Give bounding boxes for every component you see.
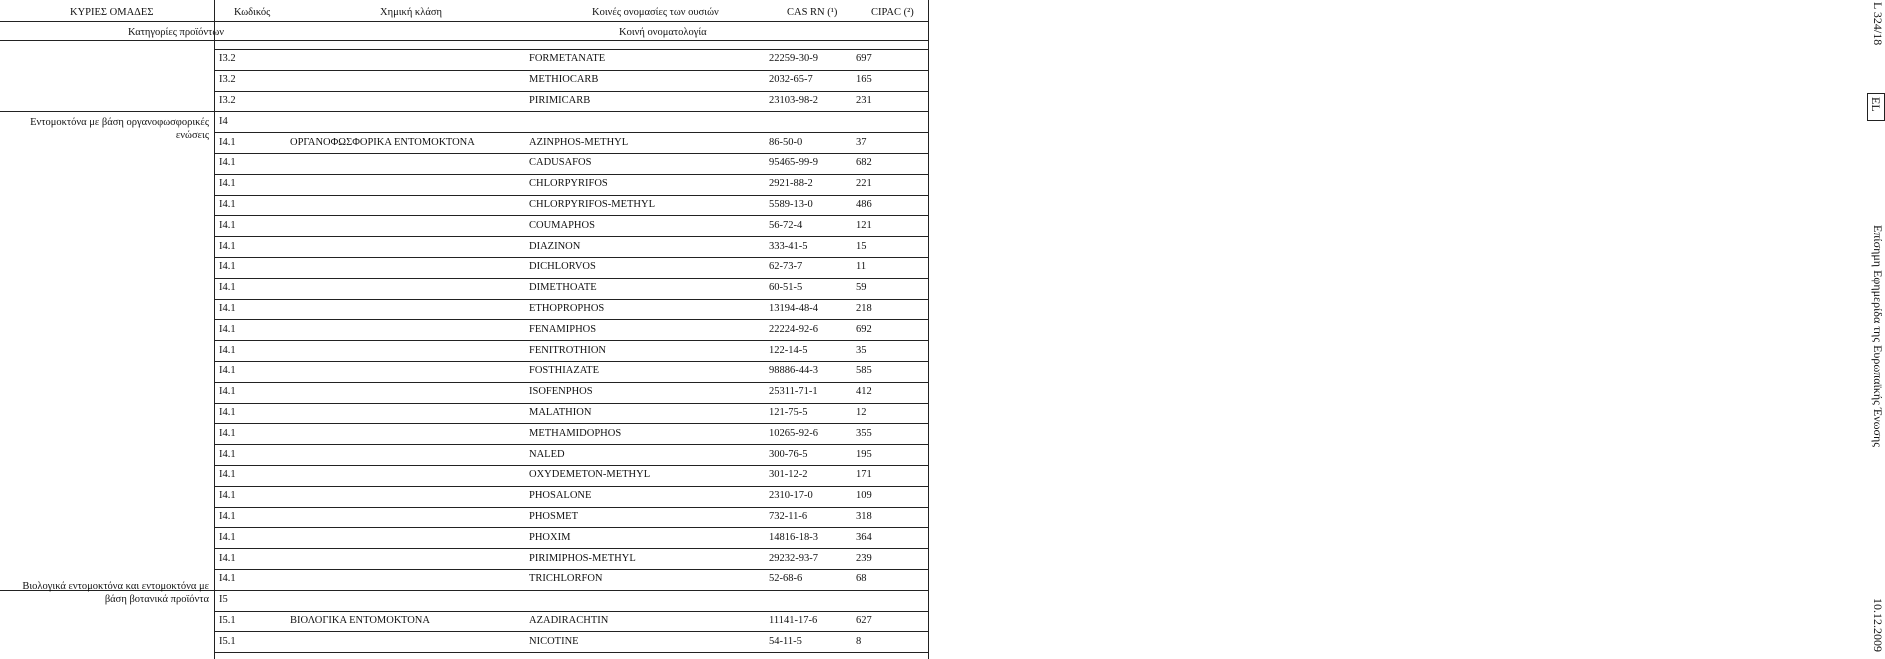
code-cell: I4.1 bbox=[219, 448, 236, 460]
cas-cell: 22259-30-9 bbox=[769, 53, 818, 65]
common-name-cell: ETHOPROPHOS bbox=[529, 303, 605, 314]
horizontal-rule bbox=[214, 382, 928, 383]
horizontal-rule bbox=[214, 91, 928, 92]
horizontal-rule bbox=[214, 611, 928, 612]
cas-cell: 2921-88-2 bbox=[769, 178, 813, 190]
cipac-cell: 165 bbox=[856, 74, 872, 86]
horizontal-rule bbox=[214, 319, 928, 320]
chemical-class-cell: ΟΡΓΑΝΟΦΩΣΦΟΡΙΚΑ ΕΝΤΟΜΟΚΤΟΝΑ bbox=[290, 136, 475, 148]
code-cell: I4.1 bbox=[219, 199, 236, 210]
horizontal-rule bbox=[214, 340, 928, 341]
cas-cell: 23103-98-2 bbox=[769, 95, 818, 106]
cipac-cell: 218 bbox=[856, 303, 872, 314]
main-group-cell: Βιολογικά εντομοκτόνα και εντομοκτόνα με βάση βοτανικά προϊόντα bbox=[22, 581, 209, 606]
cas-cell: 22224-92-6 bbox=[769, 323, 818, 335]
code-cell: I4.1 bbox=[219, 469, 236, 481]
horizontal-rule bbox=[214, 361, 928, 362]
code-cell: I3.2 bbox=[219, 53, 236, 65]
code-cell: I4.1 bbox=[219, 136, 236, 148]
cipac-cell: 486 bbox=[856, 199, 872, 210]
cipac-cell: 692 bbox=[856, 323, 872, 335]
code-cell: I5 bbox=[219, 594, 228, 606]
cipac-cell: 59 bbox=[856, 282, 867, 294]
horizontal-rule bbox=[214, 111, 928, 112]
code-cell: I3.2 bbox=[219, 95, 236, 106]
cipac-cell: 11 bbox=[856, 261, 867, 273]
vertical-rule bbox=[214, 0, 215, 659]
journal-title: Επίσημη Εφημερίδα της Ευρωπαϊκής Ένωσης bbox=[1871, 225, 1885, 448]
horizontal-rule bbox=[214, 153, 928, 154]
horizontal-rule bbox=[214, 299, 928, 300]
horizontal-rule bbox=[214, 423, 928, 424]
cas-cell: 25311-71-1 bbox=[769, 386, 818, 398]
code-cell: I4.1 bbox=[219, 511, 236, 522]
cipac-cell: 627 bbox=[856, 615, 872, 626]
horizontal-rule bbox=[214, 569, 928, 570]
common-name-cell: FOSTHIAZATE bbox=[529, 365, 599, 377]
cipac-cell: 231 bbox=[856, 95, 872, 106]
common-name-cell: PHOXIM bbox=[529, 531, 571, 543]
horizontal-rule bbox=[214, 444, 928, 445]
cas-cell: 60-51-5 bbox=[769, 282, 803, 294]
common-name-cell: TRICHLORFON bbox=[529, 573, 603, 585]
cas-cell: 121-75-5 bbox=[769, 407, 808, 418]
page-margin bbox=[930, 0, 1885, 659]
cas-cell: 11141-17-6 bbox=[769, 615, 818, 626]
common-name-cell: CHLORPYRIFOS-METHYL bbox=[529, 199, 656, 210]
code-cell: I4.1 bbox=[219, 531, 236, 543]
header-common-nomenclature: Κοινή ονοματολογία bbox=[619, 27, 707, 38]
cas-cell: 300-76-5 bbox=[769, 448, 808, 460]
cas-cell: 333-41-5 bbox=[769, 240, 808, 252]
cipac-cell: 121 bbox=[856, 219, 872, 231]
code-cell: I4.1 bbox=[219, 490, 236, 502]
code-cell: I4.1 bbox=[219, 219, 236, 231]
code-cell: I4.1 bbox=[219, 303, 236, 314]
cas-cell: 95465-99-9 bbox=[769, 157, 818, 169]
horizontal-rule bbox=[214, 70, 928, 71]
horizontal-rule bbox=[214, 174, 928, 175]
code-cell: I4.1 bbox=[219, 407, 236, 418]
code-cell: I4.1 bbox=[219, 323, 236, 335]
horizontal-rule bbox=[214, 465, 928, 466]
common-name-cell: CADUSAFOS bbox=[529, 157, 592, 169]
common-name-cell: DICHLORVOS bbox=[529, 261, 596, 273]
common-name-cell: METHIOCARB bbox=[529, 74, 599, 86]
cas-cell: 54-11-5 bbox=[769, 635, 802, 647]
code-cell: I4.1 bbox=[219, 157, 236, 169]
cas-cell: 2310-17-0 bbox=[769, 490, 813, 502]
common-name-cell: COUMAPHOS bbox=[529, 219, 595, 231]
language-code: EL bbox=[1869, 97, 1883, 112]
cipac-cell: 35 bbox=[856, 344, 867, 356]
horizontal-rule bbox=[0, 40, 928, 41]
cipac-cell: 364 bbox=[856, 531, 872, 543]
horizontal-rule bbox=[214, 257, 928, 258]
cipac-cell: 109 bbox=[856, 490, 872, 502]
common-name-cell: FENAMIPHOS bbox=[529, 323, 597, 335]
header-product-categories: Κατηγορίες προϊόντων bbox=[128, 27, 225, 38]
common-name-cell: CHLORPYRIFOS bbox=[529, 178, 608, 190]
horizontal-rule bbox=[214, 590, 928, 591]
header-cipac: CIPAC (²) bbox=[871, 7, 914, 18]
code-cell: I4.1 bbox=[219, 261, 236, 273]
cipac-cell: 355 bbox=[856, 427, 872, 439]
horizontal-rule bbox=[214, 527, 928, 528]
horizontal-rule bbox=[214, 548, 928, 549]
cipac-cell: 37 bbox=[856, 136, 867, 148]
cas-cell: 29232-93-7 bbox=[769, 552, 818, 564]
cas-cell: 86-50-0 bbox=[769, 136, 803, 148]
cipac-cell: 585 bbox=[856, 365, 872, 377]
common-name-cell: PHOSMET bbox=[529, 511, 579, 522]
cas-cell: 2032-65-7 bbox=[769, 74, 813, 86]
code-cell: I3.2 bbox=[219, 74, 236, 86]
cas-cell: 5589-13-0 bbox=[769, 199, 813, 210]
horizontal-rule bbox=[214, 631, 928, 632]
horizontal-rule bbox=[0, 111, 214, 112]
code-cell: I4.1 bbox=[219, 282, 236, 294]
cipac-cell: 8 bbox=[856, 635, 862, 647]
publication-date: 10.12.2009 bbox=[1871, 598, 1885, 652]
cipac-cell: 12 bbox=[856, 407, 867, 418]
header-main-groups: ΚΥΡΙΕΣ ΟΜΑΔΕΣ bbox=[70, 7, 154, 18]
header-common-names: Κοινές ονομασίες των ουσιών bbox=[592, 7, 719, 18]
cas-cell: 98886-44-3 bbox=[769, 365, 818, 377]
code-cell: I4.1 bbox=[219, 365, 236, 377]
code-cell: I4 bbox=[219, 115, 228, 127]
horizontal-rule bbox=[214, 507, 928, 508]
header-code: Κωδικός bbox=[234, 7, 271, 18]
code-cell: I4.1 bbox=[219, 240, 236, 252]
common-name-cell: AZINPHOS-METHYL bbox=[529, 136, 629, 148]
cipac-cell: 239 bbox=[856, 552, 872, 564]
common-name-cell: PIRIMICARB bbox=[529, 95, 591, 106]
common-name-cell: METHAMIDOPHOS bbox=[529, 427, 622, 439]
code-cell: I4.1 bbox=[219, 178, 236, 190]
page-reference: L 324/18 bbox=[1871, 2, 1885, 46]
cipac-cell: 171 bbox=[856, 469, 872, 481]
cas-cell: 52-68-6 bbox=[769, 573, 803, 585]
header-cas: CAS RN (¹) bbox=[787, 7, 838, 18]
code-cell: I5.1 bbox=[219, 635, 236, 647]
code-cell: I4.1 bbox=[219, 386, 236, 398]
cas-cell: 732-11-6 bbox=[769, 511, 808, 522]
header-chemical-class: Χημική κλάση bbox=[380, 7, 442, 18]
common-name-cell: AZADIRACHTIN bbox=[529, 615, 609, 626]
main-group-cell: Εντομοκτόνα με βάση οργανοφωσφορικές ενώσεις bbox=[30, 116, 209, 141]
code-cell: I4.1 bbox=[219, 573, 236, 585]
cipac-cell: 68 bbox=[856, 573, 867, 585]
horizontal-rule bbox=[214, 132, 928, 133]
common-name-cell: MALATHION bbox=[529, 407, 592, 418]
common-name-cell: FENITROTHION bbox=[529, 344, 606, 356]
cas-cell: 10265-92-6 bbox=[769, 427, 818, 439]
cipac-cell: 15 bbox=[856, 240, 867, 252]
horizontal-rule bbox=[214, 278, 928, 279]
code-cell: I4.1 bbox=[219, 552, 236, 564]
common-name-cell: NALED bbox=[529, 448, 565, 460]
code-cell: I4.1 bbox=[219, 344, 236, 356]
cipac-cell: 195 bbox=[856, 448, 872, 460]
cas-cell: 62-73-7 bbox=[769, 261, 803, 273]
cas-cell: 122-14-5 bbox=[769, 344, 808, 356]
horizontal-rule bbox=[214, 215, 928, 216]
vertical-rule bbox=[928, 0, 929, 659]
cipac-cell: 697 bbox=[856, 53, 872, 65]
common-name-cell: DIAZINON bbox=[529, 240, 581, 252]
horizontal-rule bbox=[214, 403, 928, 404]
common-name-cell: OXYDEMETON-METHYL bbox=[529, 469, 651, 481]
cas-cell: 14816-18-3 bbox=[769, 531, 818, 543]
common-name-cell: FORMETANATE bbox=[529, 53, 606, 65]
common-name-cell: ISOFENPHOS bbox=[529, 386, 593, 398]
horizontal-rule bbox=[214, 652, 928, 653]
horizontal-rule bbox=[214, 49, 928, 50]
cipac-cell: 318 bbox=[856, 511, 872, 522]
common-name-cell: PIRIMIPHOS-METHYL bbox=[529, 552, 636, 564]
cipac-cell: 682 bbox=[856, 157, 872, 169]
horizontal-rule bbox=[214, 486, 928, 487]
horizontal-rule bbox=[0, 21, 928, 22]
horizontal-rule bbox=[214, 236, 928, 237]
cas-cell: 301-12-2 bbox=[769, 469, 808, 481]
common-name-cell: DIMETHOATE bbox=[529, 282, 597, 294]
code-cell: I5.1 bbox=[219, 615, 236, 626]
common-name-cell: PHOSALONE bbox=[529, 490, 592, 502]
cipac-cell: 412 bbox=[856, 386, 872, 398]
cipac-cell: 221 bbox=[856, 178, 872, 190]
common-name-cell: NICOTINE bbox=[529, 635, 579, 647]
cas-cell: 56-72-4 bbox=[769, 219, 803, 231]
code-cell: I4.1 bbox=[219, 427, 236, 439]
cas-cell: 13194-48-4 bbox=[769, 303, 818, 314]
document-page bbox=[0, 0, 930, 659]
chemical-class-cell: ΒΙΟΛΟΓΙΚΑ ΕΝΤΟΜΟΚΤΟΝΑ bbox=[290, 615, 430, 626]
horizontal-rule bbox=[214, 195, 928, 196]
